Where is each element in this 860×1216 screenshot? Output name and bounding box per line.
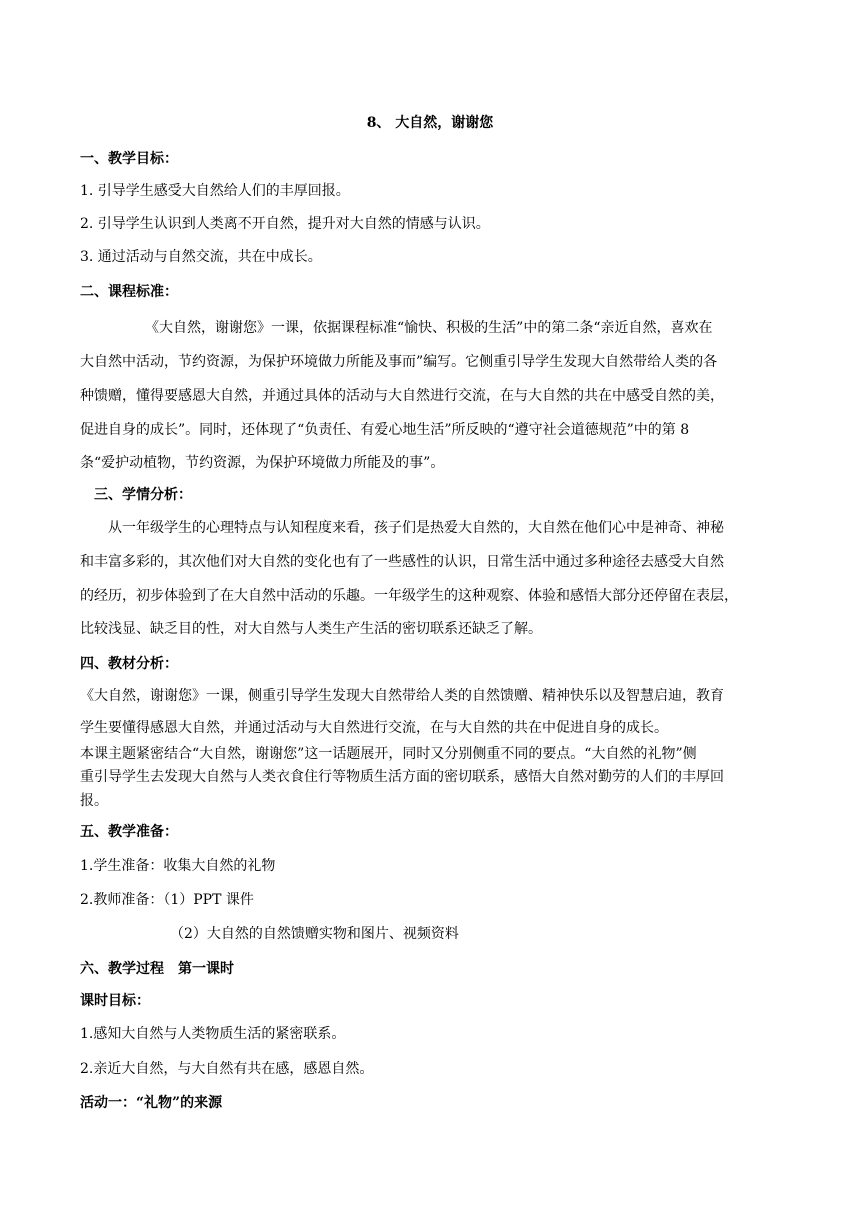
prep-item: 1.学生准备：收集大自然的礼物 [80,858,276,874]
standards-line: 大自然中活动，节约资源，为保护环境做力所能及事而”编写。它侧重引导学生发现大自然带给人类的各 [80,354,718,370]
activity-heading: 活动一：“礼物”的来源 [80,1095,223,1111]
goals-item: 2. 引导学生认识到人类离不开自然，提升对大自然的情感与认识。 [80,216,490,232]
material-heading: 四、教材分析： [80,656,178,672]
document-title: 8、 大自然，谢谢您 [366,115,494,131]
material-line: 重引导学生去发现大自然与人类衣食住行等物质生活方面的密切联系，感悟大自然对勤劳的人们的丰厚回 [80,769,724,785]
students-line: 从一年级学生的心理特点与认知程度来看，孩子们是热爱大自然的，大自然在他们心中是神奇、神秘 [108,520,724,536]
standards-line: 促进自身的成长”。同时，还体现了“负责任、有爱心地生活”所反映的“遵守社会道德规范”中的第 8 [80,422,690,438]
material-line: 《大自然，谢谢您》一课，侧重引导学生发现大自然带给人类的自然馈赠、精神快乐以及智慧启迪，教育 [80,688,724,704]
process-heading: 六、教学过程 第一课时 [80,961,234,977]
prep-item: （2）大自然的自然馈赠实物和图片、视频资料 [170,926,459,942]
standards-line: 种馈赠，懂得要感恩大自然，并通过具体的活动与大自然进行交流，在与大自然的共在中感受自然的美， [80,388,724,404]
students-heading: 三、学情分析： [94,487,192,503]
goals-item: 1. 引导学生感受大自然给人们的丰厚回报。 [80,183,350,199]
process-item: 1.感知大自然与人类物质生活的紧密联系。 [80,1026,346,1042]
goals-heading: 一、教学目标： [80,151,178,167]
process-subheading: 课时目标： [80,993,150,1009]
goals-item: 3. 通过活动与自然交流，共在中成长。 [80,249,322,265]
material-line: 本课主题紧密结合“大自然，谢谢您”这一话题展开，同时又分别侧重不同的要点。“大自然的礼物”侧 [80,746,697,762]
material-line: 报。 [80,793,108,809]
students-line: 的经历，初步体验到了在大自然中活动的乐趣。一年级学生的这种观察、体验和感悟大部分还停留在表层， [80,588,738,604]
standards-heading: 二、课程标准： [80,284,178,300]
standards-line: 条“爱护动植物，节约资源，为保护环境做力所能及的事”。 [80,455,445,471]
standards-line: 《大自然，谢谢您》一课，依据课程标准“愉快、积极的生活”中的第二条“亲近自然，喜欢在 [145,320,713,336]
process-item: 2.亲近大自然，与大自然有共在感，感恩自然。 [80,1061,374,1077]
students-line: 和丰富多彩的，其次他们对大自然的变化也有了一些感性的认识，日常生活中通过多种途径去感受大自然 [80,554,724,570]
students-line: 比较浅显、缺乏目的性，对大自然与人类生产生活的密切联系还缺乏了解。 [80,621,542,637]
prep-heading: 五、教学准备： [80,824,178,840]
prep-item: 2.教师准备：（1）PPT 课件 [80,892,254,908]
material-line: 学生要懂得感恩大自然，并通过活动与大自然进行交流，在与大自然的共在中促进自身的成长。 [80,720,668,736]
